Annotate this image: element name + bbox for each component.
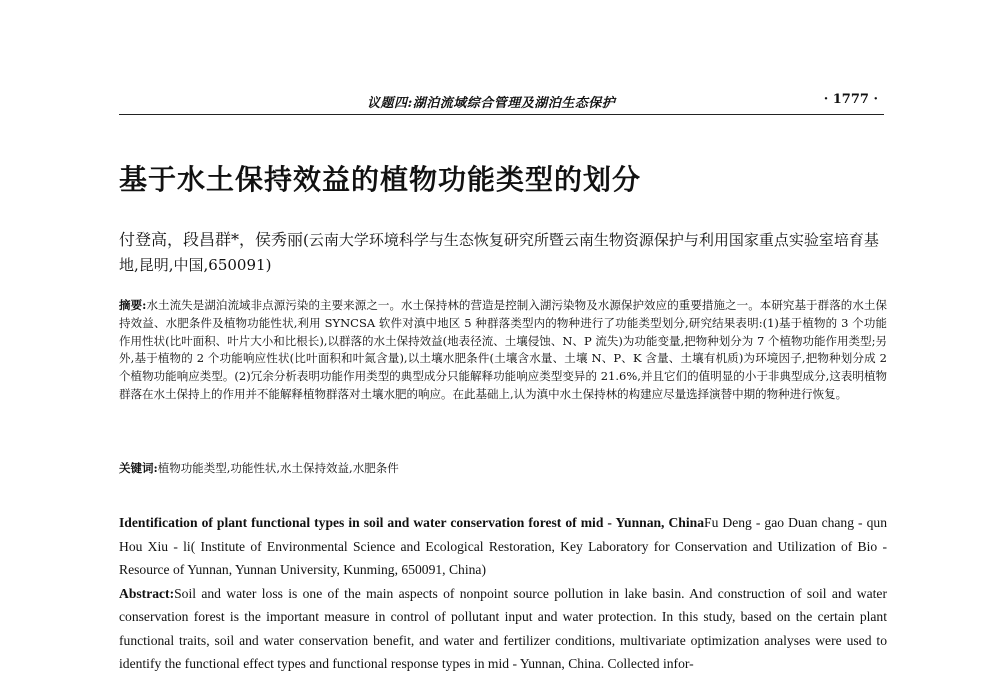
- english-abstract: [119, 582, 887, 676]
- abstract-label-cn: 摘要:: [119, 298, 147, 312]
- header-rule: [119, 114, 884, 115]
- chinese-abstract: [119, 297, 887, 404]
- english-title: Identification of plant functional types in soil and water conservation forest of mid - Yunnan, China: [119, 515, 705, 530]
- running-head: [119, 92, 884, 112]
- paper-title: 基于水土保持效益的植物功能类型的划分: [119, 163, 642, 196]
- author-names: 付登高，段昌群*，侯秀丽: [119, 230, 304, 249]
- chinese-keywords: [119, 459, 887, 477]
- english-section: [119, 511, 887, 676]
- english-heading: [119, 511, 887, 582]
- keywords-text-cn: 植物功能类型,功能性状,水土保持效益,水肥条件: [157, 461, 399, 475]
- page-number: · 1777 ·: [823, 92, 878, 107]
- keywords-label-cn: 关键词:: [119, 461, 158, 475]
- english-authors: Fu Deng - gao Duan chang - qun Hou Xiu - li: [119, 515, 887, 554]
- abstract-label-en: Abstract:: [119, 585, 175, 601]
- author-affiliation: (云南大学环境科学与生态恢复研究所暨云南生物资源保护与利用国家重点实验室培育基地,昆明,中国,650091): [119, 231, 879, 274]
- running-head-topic: 议题四:湖泊流域综合管理及湖泊生态保护: [367, 96, 616, 111]
- author-block: [119, 227, 889, 278]
- abstract-text-en: Soil and water loss is one of the main aspects of nonpoint source pollution in lake basin. And construction of soil and water conservation forest is the important measure in control of pollutant input and water protection. In this study, based on the certain plant functional traits, soil and water conservation benefit, and water and fertilizer conditions, multivariate optimization analyses were used to identify the functional effect types and functional response types in mid - Yunnan, China. Collected infor-: [119, 585, 887, 671]
- abstract-text-cn: 水土流失是湖泊流域非点源污染的主要来源之一。水土保持林的营造是控制入湖污染物及水源保护效应的重要措施之一。本研究基于群落的水土保持效益、水肥条件及植物功能性状,利用 SYNCSA 软件对滇中地区 5 种群落类型内的物种进行了功能类型划分,研究结果表明:(1)基于植物的 3 个功能作用性状(比叶面积、叶片大小和比根长),以群落的水土保持效益(地表径流、土壤侵蚀、N、P 流失)为功能变量,把物种划分为 7 个植物功能作用类型;另外,基于植物的 2 个功能响应性状(比叶面积和叶氮含量),以土壤水肥条件(土壤含水量、土壤 N、P、K 含量、土壤有机质)为环境因子,把物种划分成 2 个植物功能响应类型。(2)冗余分析表明功能作用类型的典型成分只能解释功能响应类型变异的 21.6%,并且它们的值明显的小于非典型成分,这表明植物群落在水土保持上的作用并不能解释植物群落对土壤水肥的响应。在此基础上,认为滇中水土保持林的构建应尽量选择演替中期的物种进行恢复。: [119, 298, 887, 401]
- english-affiliation: ( Institute of Environmental Science and Ecological Restoration, Key Laboratory for Conservation and Utilization of Bio - Resource of Yunnan, Yunnan University, Kunming, 650091, China): [119, 538, 887, 577]
